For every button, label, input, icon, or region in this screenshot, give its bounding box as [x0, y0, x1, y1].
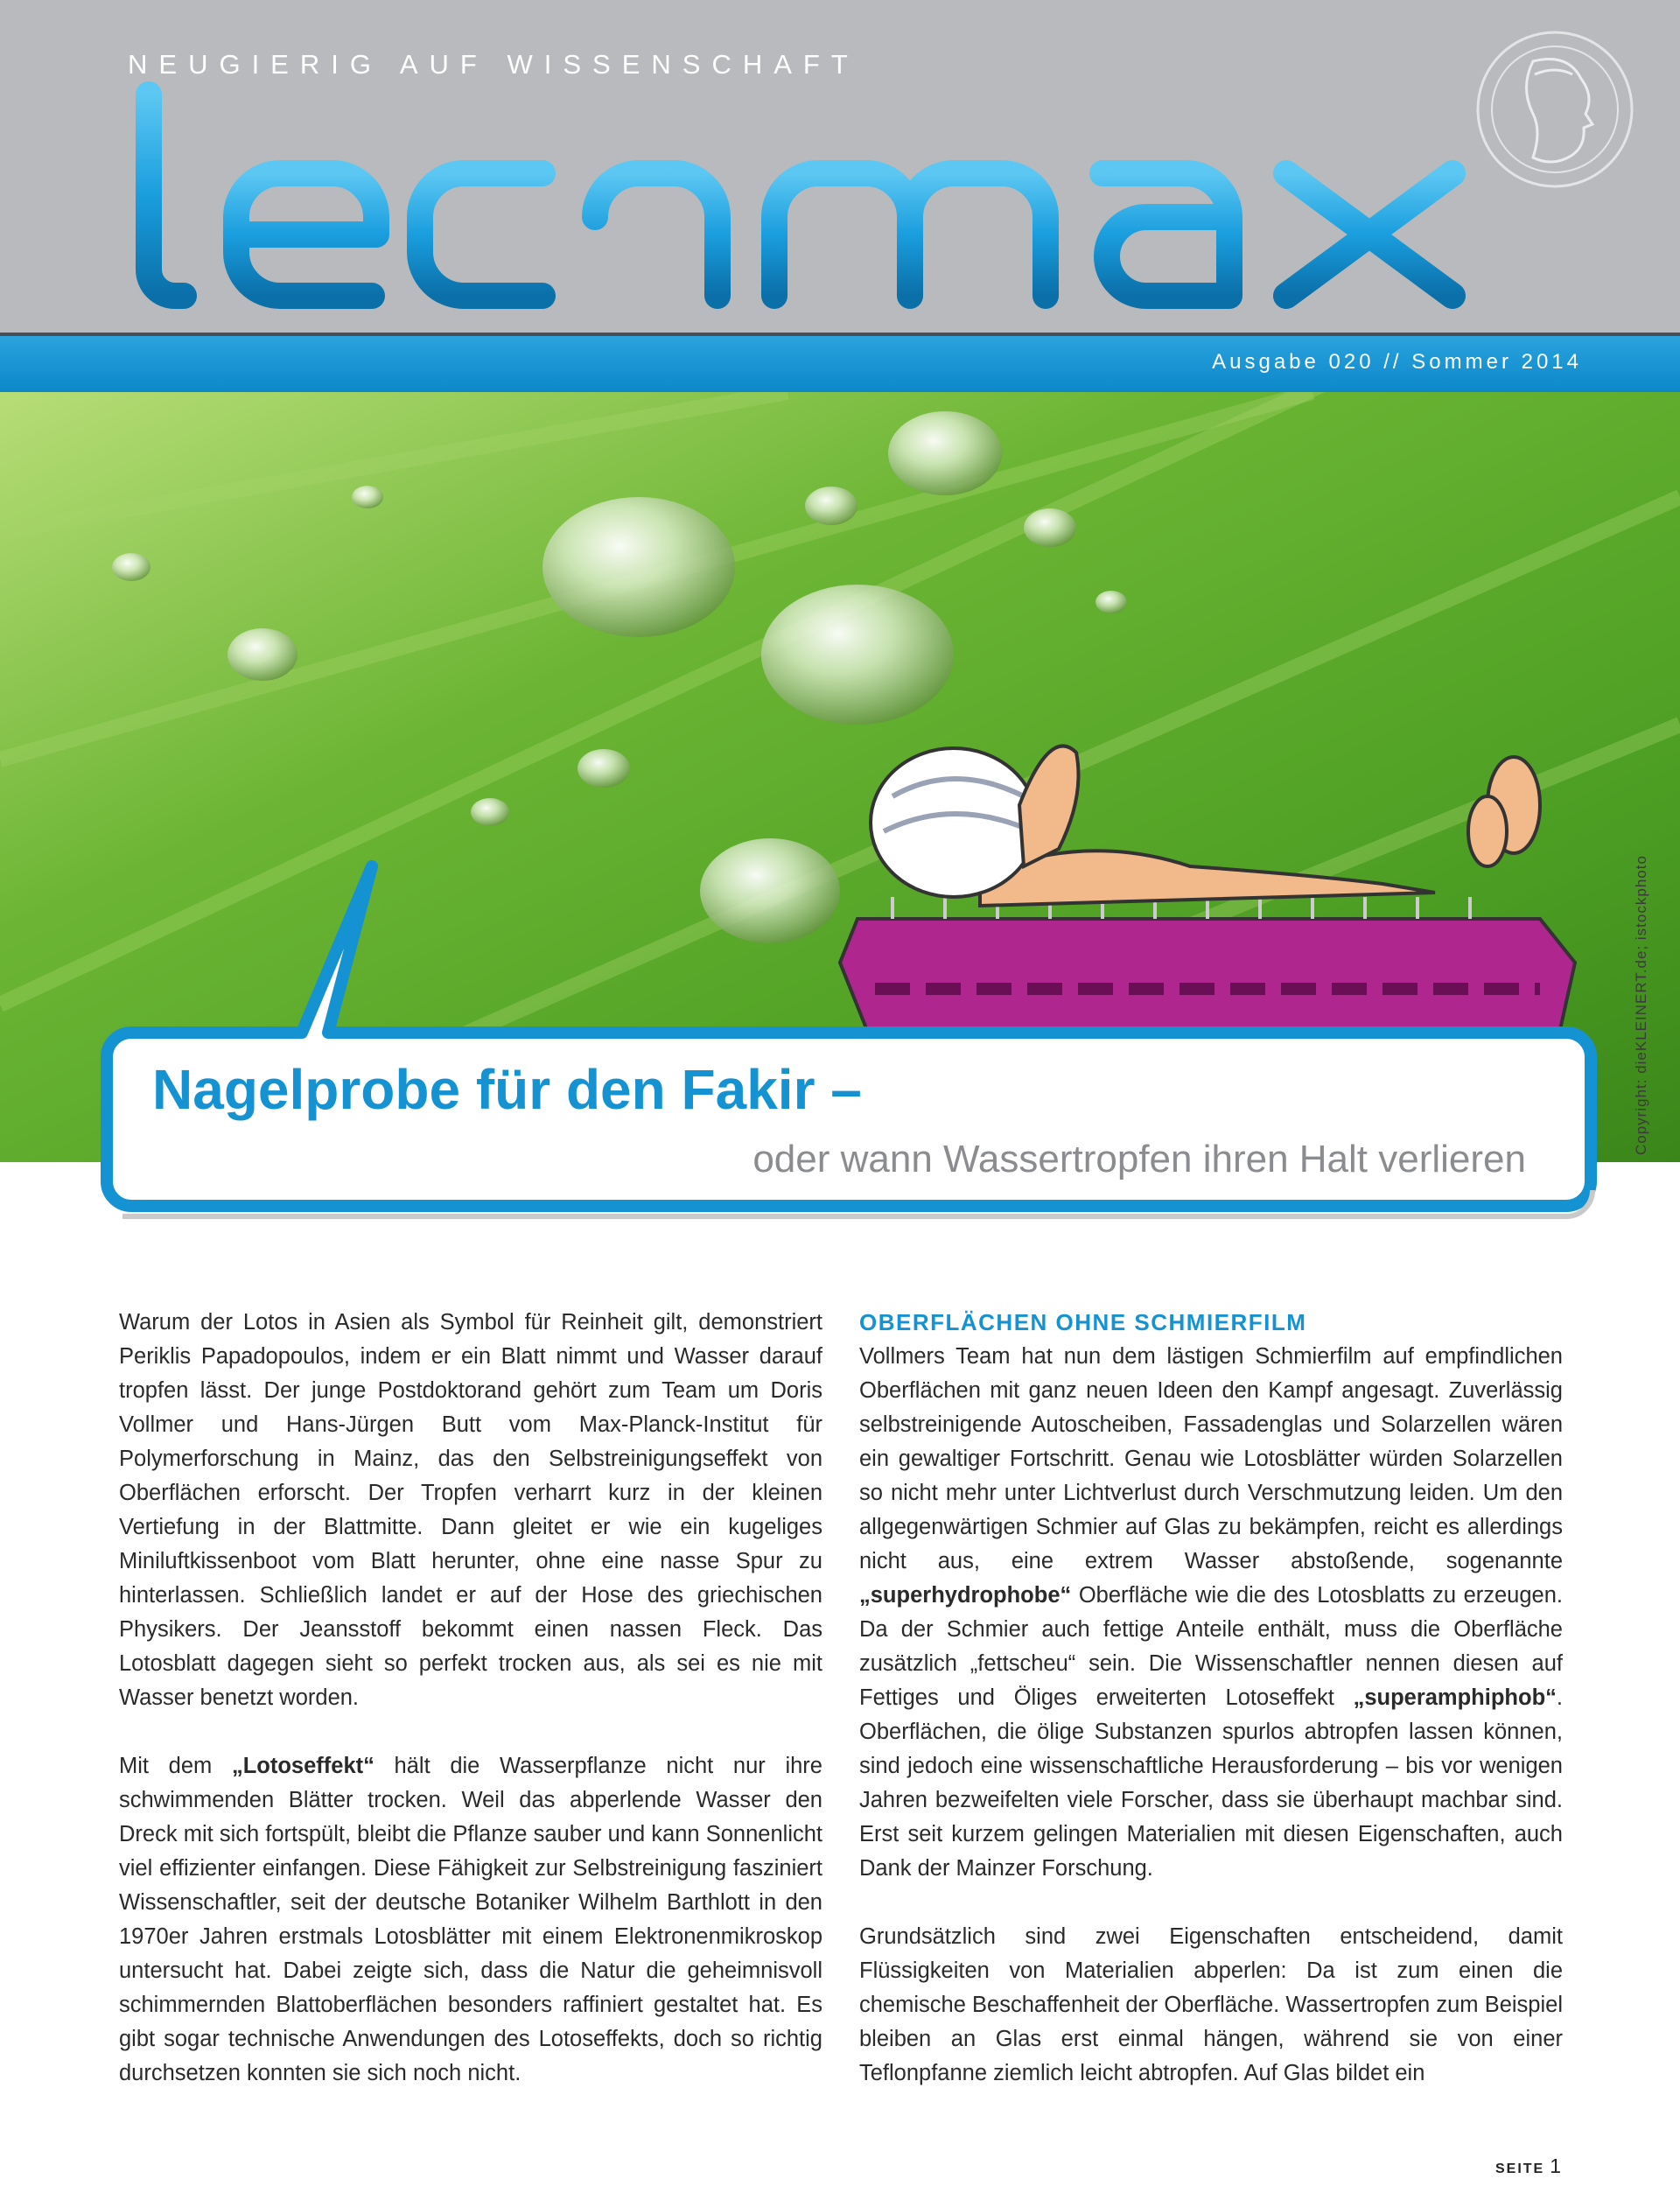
page-number: [1495, 2154, 1561, 2178]
bold-term: „superamphiphob“: [1353, 1685, 1557, 1710]
paragraph: Mit dem „Lotoseffekt“ hält die Wasserpflanze nicht nur ihre schwimmenden Blätter trocken. Weil das abperlende Wasser den Dreck mit sich fortspült, bleibt die Pflanze sauber und kann Sonnenlicht viel effizienter einfangen. Diese Fähigkeit zur Selbstreinigung fasziniert Wissenschaftler, seit der deutsche Botaniker Wilhelm Barthlott in den 1970er Jahren erstmals Lotosblätter mit einem Elektronenmikroskop untersucht hat. Dabei zeigte sich, dass die Natur die geheimnisvoll schimmernden Blattoberflächen besonders raffiniert gestaltet hat. Es gibt sogar technische Anwendungen des Lotoseffekts, doch so richtig durchsetzen konnten sie sich noch nicht.: [119, 1754, 822, 2085]
subheadline: oder wann Wassertropfen ihren Halt verlieren: [752, 1138, 1526, 1181]
issue-bar: [0, 333, 1680, 392]
paragraph: Vollmers Team hat nun dem lästigen Schmierfilm auf empfindlichen Oberflächen mit ganz neuen Ideen den Kampf angesagt. Zuverlässig selbstreinigende Autoscheiben, Fassadenglas und Solarzellen wären ein gewaltiger Fortschritt. Genau wie Lotosblätter würden Solarzellen so nicht mehr unter Lichtverlust durch Verschmutzung leiden. Um den allgegenwärtigen Schmier auf Glas zu bekämpfen, reicht es allerdings nicht aus, eine extrem Wasser abstoßende, sogenannte „superhydrophobe“ Oberfläche wie die des Lotosblatts zu erzeugen. Da der Schmier auch fettige Anteile enthält, muss die Oberfläche zusätzlich „fettscheu“ sein. Die Wissenschaftler nennen diesen auf Fettiges und Öliges erweiterten Lotoseffekt „superamphiphob“. Oberflächen, die ölige Substanzen spurlos abtropfen lassen können, sind jedoch eine wissenschaftliche Herausforderung – bis vor wenigen Jahren bezweifelten viele Forscher, dass sie überhaupt machbar sind. Erst seit kurzem gelingen Materialien mit diesen Eigenschaften, auch Dank der Mainzer Forschung.: [859, 1344, 1563, 1881]
page-number-value: 1: [1550, 2154, 1561, 2177]
photo-copyright: Copyright: dieKLEINERT.de; istockphoto: [1633, 855, 1649, 1155]
bold-term: „superhydrophobe“: [859, 1583, 1072, 1608]
paragraph: Warum der Lotos in Asien als Symbol für Reinheit gilt, demonstriert Periklis Papadopoulos, indem er ein Blatt nimmt und Wasser darauf tropfen lässt. Der junge Postdoktorand gehört zum Team um Doris Vollmer und Hans-Jürgen Butt vom Max-Planck-Institut für Polymerforschung in Mainz, das den Selbstreinigungseffekt von Oberflächen erforscht. Der Tropfen verharrt kurz in der kleinen Vertiefung in der Blattmitte. Dann gleitet er wie ein kugeliges Miniluftkissenboot vom Blatt herunter, ohne eine nasse Spur zu hinterlassen. Schließlich landet er auf der Hose des griechischen Physikers. Der Jeansstoff bekommt einen nassen Fleck. Das Lotosblatt dagegen sieht so perfekt trocken aus, als sei es nie mit Wasser benetzt worden.: [119, 1310, 822, 1710]
page-label: SEITE: [1494, 2161, 1545, 2176]
tagline: NEUGIERIG AUF WISSENSCHAFT: [128, 49, 859, 80]
max-planck-seal-icon: [1472, 26, 1638, 193]
headline: Nagelprobe für den Fakir –: [152, 1058, 862, 1121]
article-column-left: [119, 1306, 822, 2125]
issue-label: Ausgabe 020 // Sommer 2014: [1212, 350, 1582, 374]
article-column-right: [859, 1306, 1563, 2125]
paragraph: Grundsätzlich sind zwei Eigenschaften entscheidend, damit Flüssigkeiten von Materialien abperlen: Da ist zum einen die chemische Beschaffenheit der Oberfläche. Wassertropfen zum Beispiel bleiben an Glas erst einmal hängen, während sie von einer Teflonpfanne ziemlich leicht abtropfen. Auf Glas bildet ein: [859, 1924, 1563, 2085]
section-heading: OBERFLÄCHEN OHNE SCHMIERFILM: [859, 1309, 1307, 1335]
masthead: [0, 0, 1680, 374]
techmax-logo: [122, 77, 1488, 331]
bold-term: „Lotoseffekt“: [231, 1754, 374, 1778]
